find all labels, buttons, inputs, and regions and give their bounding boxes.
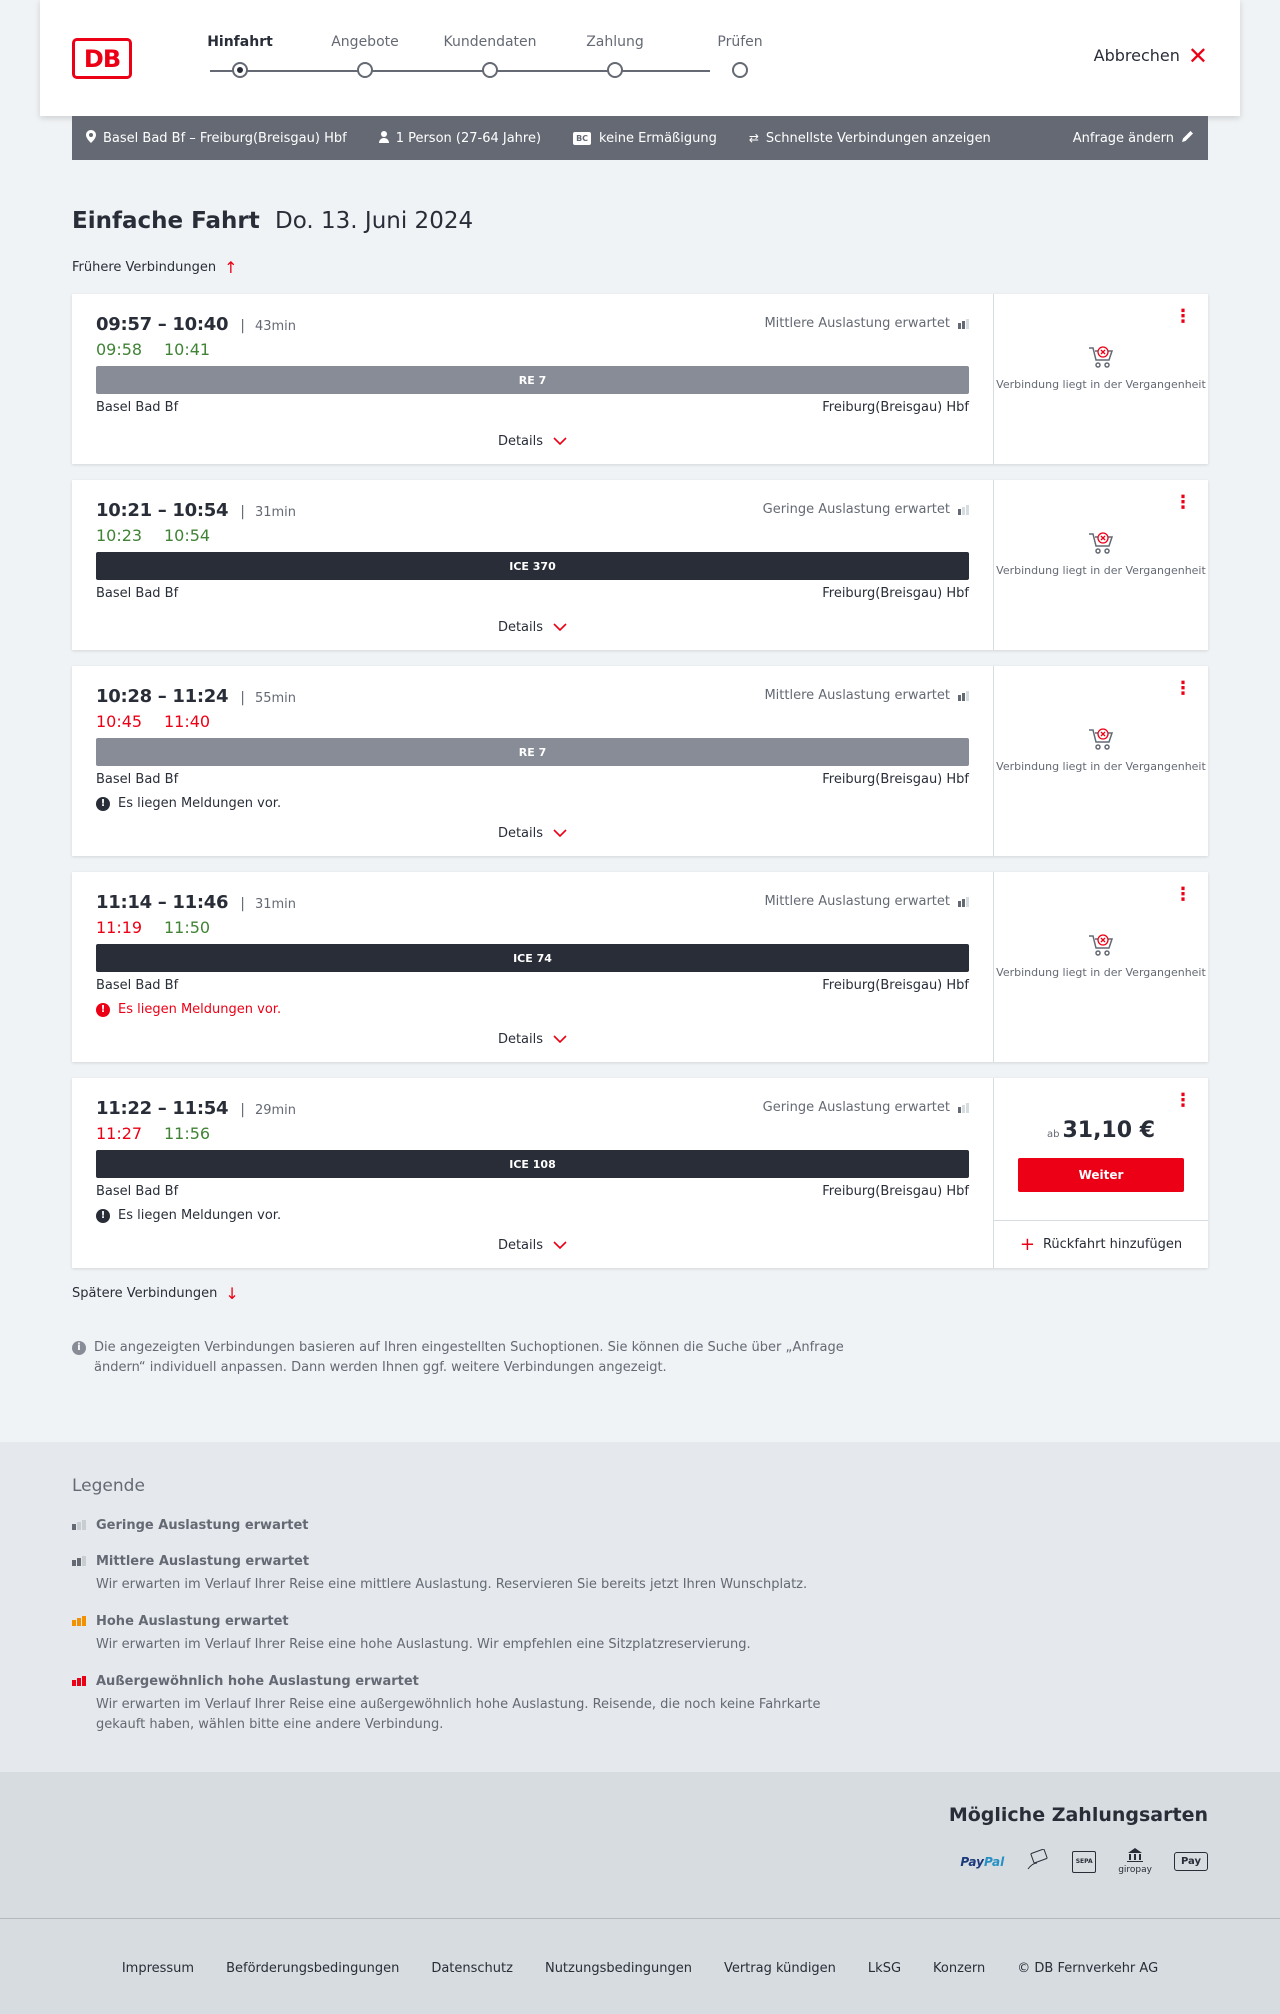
payment-title: Mögliche Zahlungsarten: [948, 1804, 1208, 1826]
realtime-arrival: 11:40: [164, 712, 211, 731]
legend-section: [0, 1442, 1280, 1772]
cart-unavailable-icon: [1088, 727, 1114, 751]
occupancy-indicator: [764, 688, 969, 703]
realtime-times: [96, 340, 232, 359]
realtime-departure: 11:19: [96, 918, 143, 937]
info-text: Die angezeigten Verbindungen basieren auf Ihren eingestellten Suchoptionen. Sie können die Suche über „Anfrage ändern“ individuell anpassen. Dann werden Ihnen ggf. weitere Verbindungen angezeigt.: [94, 1340, 844, 1375]
alert-icon: !: [96, 797, 110, 811]
connection-card: [72, 1078, 1208, 1268]
arrow-up-icon: ↑: [224, 258, 238, 277]
passenger-summary: [379, 131, 541, 146]
plus-icon: +: [1019, 1234, 1035, 1255]
more-options-icon[interactable]: ⋮: [1174, 884, 1192, 905]
duration: 31min: [254, 897, 297, 912]
giropay-icon: [1118, 1848, 1152, 1875]
realtime-arrival: 11:56: [164, 1124, 211, 1143]
footer-link[interactable]: Datenschutz: [431, 1961, 513, 1976]
close-icon: ✕: [1187, 41, 1208, 70]
connection-details[interactable]: [72, 480, 994, 650]
credit-card-icon: [1026, 1849, 1050, 1874]
scheduled-times: [96, 1098, 296, 1119]
step-hinfahrt: [180, 34, 300, 78]
step-dot: [357, 62, 373, 78]
cart-unavailable-icon: [1088, 531, 1114, 555]
change-request-label: Anfrage ändern: [1072, 130, 1174, 146]
offer-panel: [994, 480, 1208, 650]
step-label: Angebote: [331, 34, 399, 50]
departure-arrival-time: 11:14 – 11:46: [96, 892, 229, 913]
train-line-bar[interactable]: ICE 370: [96, 552, 969, 580]
message-notice: [96, 796, 281, 811]
scheduled-times: [96, 500, 296, 521]
train-line-bar[interactable]: ICE 108: [96, 1150, 969, 1178]
past-connection-notice: [994, 531, 1208, 579]
legend-item-title: Hohe Auslastung erwartet: [96, 1614, 289, 1629]
realtime-arrival: 10:54: [164, 526, 211, 545]
legend-item: [72, 1614, 872, 1655]
message-text: Es liegen Meldungen vor.: [118, 1208, 282, 1223]
info-icon: i: [72, 1341, 86, 1355]
occupancy-icon: [958, 691, 969, 701]
departure-arrival-time: 09:57 – 10:40: [96, 314, 229, 335]
departure-station: Basel Bad Bf: [96, 772, 179, 787]
add-return-trip-button[interactable]: [994, 1220, 1208, 1268]
realtime-departure: 10:45: [96, 712, 143, 731]
legend-item: [72, 1554, 872, 1595]
divider: |: [240, 318, 245, 334]
earlier-label: Frühere Verbindungen: [72, 260, 217, 275]
later-connections-link[interactable]: [72, 1284, 239, 1303]
legend-item: [72, 1674, 872, 1735]
arrival-station: Freiburg(Breisgau) Hbf: [822, 586, 969, 601]
divider: |: [240, 1102, 245, 1118]
connection-card: [72, 872, 1208, 1062]
offer-panel: [994, 872, 1208, 1062]
alert-icon: !: [96, 1209, 110, 1223]
footer-link[interactable]: Konzern: [933, 1961, 986, 1976]
occupancy-text: Geringe Auslastung erwartet: [762, 502, 950, 517]
step-dot: [482, 62, 498, 78]
departure-station: Basel Bad Bf: [96, 978, 179, 993]
page-title: [72, 208, 473, 234]
cart-unavailable-icon: [1088, 345, 1114, 369]
swap-arrows-icon: ⇄: [748, 131, 759, 145]
message-notice: [96, 1208, 281, 1223]
occupancy-text: Mittlere Auslastung erwartet: [764, 316, 950, 331]
step-dot: [607, 62, 623, 78]
footer-link[interactable]: Nutzungsbedingungen: [544, 1961, 692, 1976]
cancel-button[interactable]: [1093, 41, 1208, 70]
arrival-station: Freiburg(Breisgau) Hbf: [822, 400, 969, 415]
mode-summary: [749, 131, 991, 146]
offer-panel: [994, 666, 1208, 856]
connection-details[interactable]: [72, 666, 994, 856]
bahncard-icon: BC: [573, 132, 591, 145]
legend-item-desc: Wir erwarten im Verlauf Ihrer Reise eine außergewöhnlich hohe Auslastung. Reisende, die noch keine Fahrkarte gekauft haben, wählen bitte eine andere Verbindung.: [96, 1697, 821, 1732]
train-line-bar[interactable]: RE 7: [96, 366, 969, 394]
past-text: Verbindung liegt in der Vergangenheit: [996, 378, 1206, 391]
past-connection-notice: [994, 727, 1208, 775]
realtime-times: [96, 918, 232, 937]
details-label: Details: [497, 1238, 544, 1253]
more-options-icon[interactable]: ⋮: [1174, 492, 1192, 513]
alert-icon: !: [96, 1003, 110, 1017]
occupancy-indicator: [764, 894, 969, 909]
details-label: Details: [497, 1032, 544, 1047]
divider: |: [240, 690, 245, 706]
discount-summary: [573, 131, 717, 146]
departure-station: Basel Bad Bf: [96, 586, 179, 601]
arrival-station: Freiburg(Breisgau) Hbf: [822, 1184, 969, 1199]
arrival-station: Freiburg(Breisgau) Hbf: [822, 978, 969, 993]
train-line-bar[interactable]: ICE 74: [96, 944, 969, 972]
cancel-label: Abbrechen: [1093, 46, 1180, 65]
giropay-text: giropay: [1118, 1865, 1152, 1875]
footer-link[interactable]: Vertrag kündigen: [723, 1961, 836, 1976]
earlier-connections-link[interactable]: [72, 258, 238, 277]
chevron-down-icon: [553, 434, 567, 449]
realtime-times: [96, 526, 232, 545]
footer-link[interactable]: LkSG: [867, 1961, 902, 1976]
step-dot: [232, 62, 248, 78]
offer-panel: [994, 294, 1208, 464]
occupancy-icon: [958, 1103, 969, 1113]
message-notice: [96, 1002, 281, 1017]
details-label: Details: [497, 434, 544, 449]
trip-date: Do. 13. Juni 2024: [275, 208, 474, 234]
connection-details[interactable]: [72, 294, 994, 464]
arrival-station: Freiburg(Breisgau) Hbf: [822, 772, 969, 787]
price-display: [994, 1118, 1208, 1143]
legend-item-title: Außergewöhnlich hohe Auslastung erwartet: [96, 1674, 419, 1689]
chevron-down-icon: [553, 1032, 567, 1047]
info-note: [72, 1338, 852, 1378]
paypal-text-b: Pal: [983, 1854, 1005, 1869]
legend-item: [72, 1518, 872, 1533]
footer: [0, 1918, 1280, 2014]
step-dot: [732, 62, 748, 78]
chevron-down-icon: [553, 620, 567, 635]
step-label: Hinfahrt: [207, 34, 273, 50]
realtime-times: [96, 1124, 232, 1143]
details-label: Details: [497, 620, 544, 635]
past-text: Verbindung liegt in der Vergangenheit: [996, 564, 1206, 577]
booking-header: [40, 0, 1240, 116]
occupancy-text: Mittlere Auslastung erwartet: [764, 894, 950, 909]
payment-section: [0, 1772, 1280, 1918]
message-text: Es liegen Meldungen vor.: [118, 796, 282, 811]
legend-item-title: Mittlere Auslastung erwartet: [96, 1554, 310, 1569]
continue-button[interactable]: Weiter: [1018, 1158, 1184, 1192]
divider: |: [240, 504, 245, 520]
duration: 43min: [254, 319, 297, 334]
db-logo[interactable]: DB: [72, 38, 132, 79]
past-text: Verbindung liegt in der Vergangenheit: [996, 760, 1206, 773]
footer-links: [0, 1961, 1280, 1976]
apple-pay-icon: [1174, 1852, 1208, 1871]
applepay-text: Pay: [1180, 1856, 1201, 1867]
occupancy-level-icon: [72, 1676, 86, 1686]
duration: 55min: [254, 691, 297, 706]
more-options-icon[interactable]: ⋮: [1174, 1090, 1192, 1111]
occupancy-level-icon: [72, 1520, 86, 1530]
connection-card: [72, 480, 1208, 650]
price-value: 31,10 €: [1062, 1118, 1156, 1143]
occupancy-icon: [958, 505, 969, 515]
legend-item-desc: Wir erwarten im Verlauf Ihrer Reise eine hohe Auslastung. Wir empfehlen eine Sitzplatzreservierung.: [96, 1637, 751, 1652]
trip-type: Einfache Fahrt: [72, 208, 260, 234]
person-icon: [379, 131, 389, 146]
step-pruefen: [680, 34, 800, 78]
footer-link[interactable]: Beförderungsbedingungen: [226, 1961, 400, 1976]
occupancy-icon: [958, 897, 969, 907]
step-angebote: [305, 34, 425, 78]
message-text: Es liegen Meldungen vor.: [118, 1002, 282, 1017]
step-label: Kundendaten: [443, 34, 537, 50]
price-prefix: ab: [1046, 1129, 1060, 1140]
offer-panel: [994, 1078, 1208, 1268]
mode-text: Schnellste Verbindungen anzeigen: [765, 130, 991, 146]
payment-methods: [960, 1848, 1208, 1875]
departure-arrival-time: 11:22 – 11:54: [96, 1098, 229, 1119]
paypal-text-a: Pay: [960, 1854, 984, 1869]
step-zahlung: [555, 34, 675, 78]
return-trip-label: Rückfahrt hinzufügen: [1042, 1237, 1183, 1252]
cart-unavailable-icon: [1088, 933, 1114, 957]
chevron-down-icon: [553, 1238, 567, 1253]
step-label: Zahlung: [586, 34, 644, 50]
step-label: Prüfen: [717, 34, 763, 50]
realtime-arrival: 11:50: [164, 918, 211, 937]
past-text: Verbindung liegt in der Vergangenheit: [996, 966, 1206, 979]
connection-details[interactable]: [72, 872, 994, 1062]
more-options-icon[interactable]: ⋮: [1174, 306, 1192, 327]
occupancy-level-icon: [72, 1556, 86, 1566]
footer-link[interactable]: © DB Fernverkehr AG: [1017, 1961, 1159, 1976]
search-summary-bar: [72, 116, 1208, 160]
occupancy-level-icon: [72, 1616, 86, 1626]
progress-steps: [180, 34, 763, 84]
details-toggle[interactable]: [72, 434, 993, 449]
connection-details[interactable]: [72, 1078, 994, 1268]
discount-text: keine Ermäßigung: [599, 130, 717, 146]
legend-item-desc: Wir erwarten im Verlauf Ihrer Reise eine mittlere Auslastung. Reservieren Sie bereits jetzt Ihren Wunschplatz.: [96, 1577, 808, 1592]
details-toggle[interactable]: [72, 620, 993, 635]
location-pin-icon: [86, 130, 96, 146]
later-label: Spätere Verbindungen: [72, 1286, 218, 1301]
change-request-button[interactable]: [1073, 130, 1194, 146]
scheduled-times: [96, 314, 296, 335]
occupancy-indicator: [764, 316, 969, 331]
realtime-departure: 11:27: [96, 1124, 143, 1143]
realtime-arrival: 10:41: [164, 340, 211, 359]
details-toggle[interactable]: [72, 1238, 993, 1253]
occupancy-indicator: [763, 1100, 969, 1115]
occupancy-indicator: [763, 502, 969, 517]
past-connection-notice: [994, 933, 1208, 981]
train-line-bar[interactable]: RE 7: [96, 738, 969, 766]
route-text: Basel Bad Bf – Freiburg(Breisgau) Hbf: [103, 130, 347, 146]
details-label: Details: [497, 826, 544, 841]
passenger-text: 1 Person (27-64 Jahre): [395, 130, 542, 146]
occupancy-icon: [958, 319, 969, 329]
paypal-icon: [960, 1855, 1004, 1869]
duration: 29min: [254, 1103, 297, 1118]
occupancy-text: Mittlere Auslastung erwartet: [764, 688, 950, 703]
departure-station: Basel Bad Bf: [96, 400, 179, 415]
realtime-times: [96, 712, 232, 731]
connection-card: [72, 294, 1208, 464]
scheduled-times: [96, 686, 296, 707]
details-toggle[interactable]: [72, 1032, 993, 1047]
details-toggle[interactable]: [72, 826, 993, 841]
divider: |: [240, 896, 245, 912]
connection-card: [72, 666, 1208, 856]
step-kundendaten: [430, 34, 550, 78]
arrow-down-icon: ↓: [225, 1284, 239, 1303]
sepa-icon: SEPA: [1072, 1851, 1096, 1873]
realtime-departure: 09:58: [96, 340, 143, 359]
departure-arrival-time: 10:21 – 10:54: [96, 500, 229, 521]
chevron-down-icon: [553, 826, 567, 841]
past-connection-notice: [994, 345, 1208, 393]
realtime-departure: 10:23: [96, 526, 143, 545]
scheduled-times: [96, 892, 296, 913]
more-options-icon[interactable]: ⋮: [1174, 678, 1192, 699]
footer-link[interactable]: Impressum: [121, 1961, 195, 1976]
route-summary: [86, 130, 347, 146]
duration: 31min: [254, 505, 297, 520]
departure-arrival-time: 10:28 – 11:24: [96, 686, 229, 707]
occupancy-text: Geringe Auslastung erwartet: [762, 1100, 950, 1115]
departure-station: Basel Bad Bf: [96, 1184, 179, 1199]
legend-title: Legende: [72, 1476, 145, 1496]
pencil-icon: [1182, 130, 1194, 146]
legend-item-title: Geringe Auslastung erwartet: [96, 1518, 309, 1533]
